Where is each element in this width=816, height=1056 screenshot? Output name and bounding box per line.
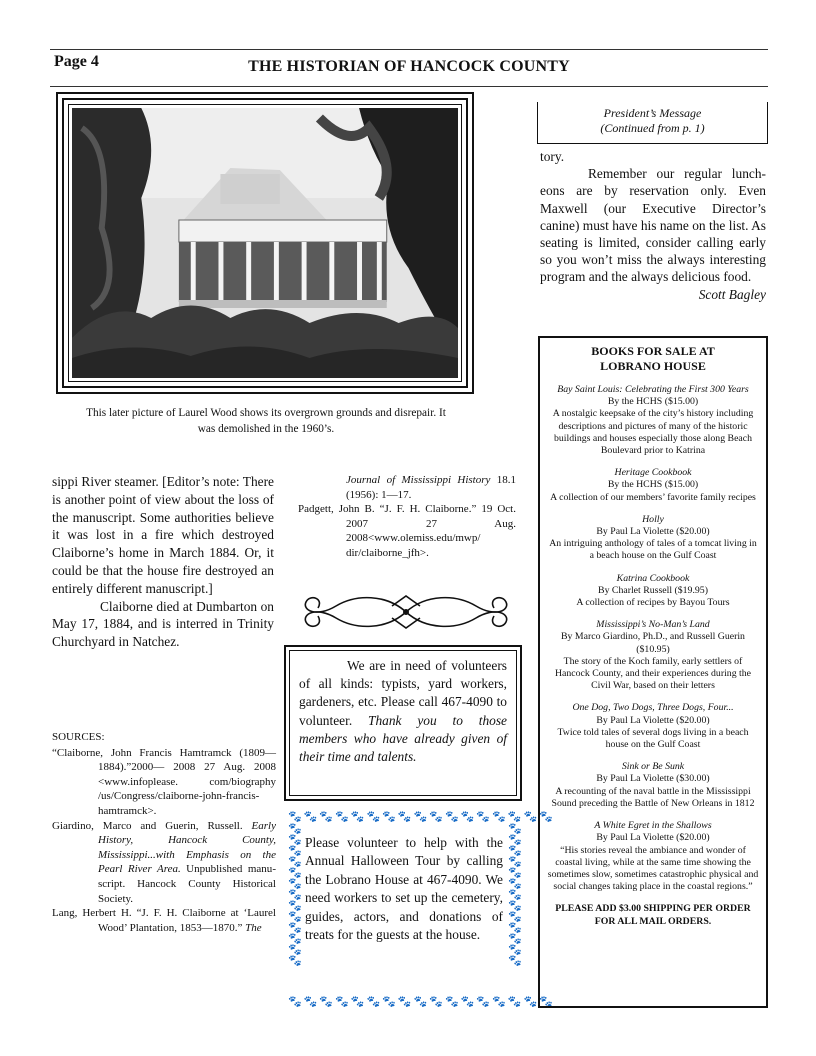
book-item <box>546 820 760 893</box>
president-signature: Scott Bagley <box>698 286 766 302</box>
source-item: Lang, Herbert H. “J. F. H. Claiborne at ‘Laurel Wood’ Plantation, 1853—1870.” The <box>52 907 276 934</box>
sources-heading: SOURCES: <box>52 731 105 743</box>
book-title: Heritage Cookbook <box>614 467 692 479</box>
publication-title: THE HISTORIAN OF HANCOCK COUNTY <box>248 58 570 75</box>
book-title: Bay Saint Louis: Celebrating the First 300 Years <box>557 384 749 395</box>
president-paragraph: tory. <box>540 149 565 164</box>
book-item <box>546 619 760 692</box>
book-description: An intriguing anthology of tales of a tomcat living in a beach house on the Gulf Coast <box>549 538 757 562</box>
books-heading: BOOKS FOR SALE AT LOBRANO HOUSE <box>591 344 715 373</box>
president-message-header <box>537 102 768 144</box>
book-description: A recounting of the naval battle in the Mississippi Sound preceding the Battle of New Orleans in 1812 <box>551 785 755 809</box>
book-title: A White Egret in the Shallows <box>594 820 712 832</box>
book-author-price: By the HCHS ($15.00) <box>607 396 699 408</box>
president-paragraph: Remember our regular luncheons are by reservation only. Even Maxwell (our Executive Director’s canine) must have his name on the list. As seating is limited, consider calling early so you won’t miss the always interesting program and the always delicious food. <box>540 166 766 285</box>
volunteer-text: We are in need of volunteers of all kinds: typists, yard workers, gardeners, etc. Please call 467-4090 to volunteer. <box>299 658 507 728</box>
article-column <box>52 473 274 651</box>
book-item <box>546 761 760 810</box>
book-author-price: By Paul La Violette ($20.00) <box>596 714 710 726</box>
book-title: Mississippi’s No-Man’s Land <box>596 619 710 631</box>
book-item <box>546 384 760 457</box>
article-paragraph: sippi River steamer. [Editor’s note: There is another point of view about the loss of the manuscript. Some authorities believe it was lost in a fire which destroyed Claiborne’s home in March 1884. Or, it could be that the house fire destroyed an entirely different manuscript.] <box>52 474 274 596</box>
article-paragraph: Claiborne died at Dumbarton on May 17, 1884, and is interred in Trinity Churchyard in Natchez. <box>52 598 274 650</box>
president-message-body <box>540 148 766 303</box>
source-item: Padgett, John B. “J. F. H. Claiborne.” 19 Oct. 2007 27 Aug. 2008<www.olemiss.edu/mwp/ dir/claiborne_jfh>. <box>298 503 516 559</box>
paw-border-icon: 🐾 🐾 🐾 🐾 🐾 🐾 🐾 🐾 🐾 🐾 🐾 🐾 🐾 <box>288 823 302 967</box>
book-item <box>546 573 760 610</box>
book-description: A collection of recipes by Bayou Tours <box>576 597 730 609</box>
halloween-volunteer-box <box>288 811 555 1008</box>
book-title: Katrina Cookbook <box>616 572 690 584</box>
halloween-text: Please volunteer to help with the Annual Halloween Tour by calling the Lobrano House at 467-4090. We need workers to set up the cemetery, guides, actors, and donations of treats for the guests at the house. <box>305 835 503 943</box>
book-description: A nostalgic keepsake of the city’s history including descriptions and pictures of many of the historic buildings and houses especially those along Beach Boulevard prior to Katrina <box>552 408 754 457</box>
header-rule <box>50 86 768 87</box>
sources-continued <box>298 473 516 561</box>
book-item <box>546 467 760 504</box>
source-continuation: Journal of Mississippi History 18.1 (1956): 1—17. <box>346 474 517 501</box>
book-title: Sink or Be Sunk <box>621 761 685 773</box>
paw-border-icon: 🐾🐾🐾🐾🐾🐾🐾🐾🐾🐾🐾🐾🐾🐾🐾🐾🐾 <box>288 996 555 1008</box>
book-author-price: By Paul La Violette ($30.00) <box>596 773 710 785</box>
book-description: “His stories reveal the ambiance and wonder of coastal living, while at the same time showing the sometimes slow, sometimes catastrophic physical and social changes taking place in the coastal regions.” <box>547 844 759 893</box>
book-description: Twice told tales of several dogs living in a beach house on the Gulf Coast <box>557 726 749 751</box>
volunteer-thanks: Thank you to those members who have already given of their time and talents. <box>299 712 507 765</box>
sources-list <box>52 730 276 935</box>
volunteer-notice-box <box>284 645 522 801</box>
continued-note: (Continued from p. 1) <box>600 121 705 135</box>
book-author-price: By Marco Giardino, Ph.D., and Russell Guerin ($10.95) <box>561 631 745 655</box>
house-photo-image <box>72 108 458 378</box>
books-for-sale-box <box>538 336 768 1008</box>
president-message-title: President’s Message <box>603 106 702 120</box>
source-item: “Claiborne, John Francis Hamtramck (1809—1884).”2000— 2008 27 Aug. 2008 <www.infoplease. com/biography /us/Congress/claiborne-john-francishamtramck>. <box>52 746 276 817</box>
top-rule <box>50 49 768 50</box>
book-title: One Dog, Two Dogs, Three Dogs, Four... <box>572 702 734 714</box>
paw-border-icon: 🐾 🐾 🐾 🐾 🐾 🐾 🐾 🐾 🐾 🐾 🐾 🐾 🐾 <box>508 823 522 967</box>
book-item <box>546 702 760 751</box>
book-item <box>546 514 760 563</box>
shipping-note: PLEASE ADD $3.00 SHIPPING PER ORDER FOR ALL MAIL ORDERS. <box>555 903 751 927</box>
book-description: The story of the Koch family, early settlers of Hancock County, and their experiences during the Civil War, based on their letters <box>554 655 752 692</box>
decorative-flourish-icon <box>296 588 516 636</box>
photo-caption: This later picture of Laurel Wood shows its overgrown grounds and disrepair. It was demolished in the 1960’s. <box>86 407 446 435</box>
source-item: Giardino, Marco and Guerin, Russell. Early History, Hancock County, Mississippi...with Emphasis on the Pearl River Area. Unpublished manuscript. Hancock County Historical Society. <box>52 819 276 905</box>
page-number: Page 4 <box>54 53 99 70</box>
book-description: A collection of our members’ favorite family recipes <box>550 491 756 503</box>
book-author-price: By Charlet Russell ($19.95) <box>598 584 708 596</box>
book-author-price: By Paul La Violette ($20.00) <box>596 832 710 844</box>
paw-border-icon: 🐾🐾🐾🐾🐾🐾🐾🐾🐾🐾🐾🐾🐾🐾🐾🐾🐾 <box>288 811 555 823</box>
book-author-price: By the HCHS ($15.00) <box>607 479 699 491</box>
laurel-wood-photo <box>56 92 474 394</box>
book-author-price: By Paul La Violette ($20.00) <box>596 526 710 538</box>
book-title: Holly <box>642 513 664 525</box>
